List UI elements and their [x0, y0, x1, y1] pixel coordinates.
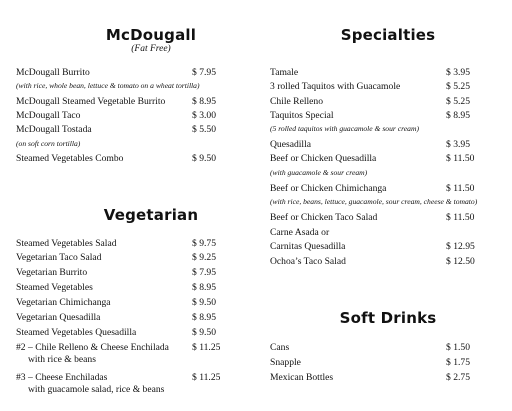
menu-item: Beef or Chicken Quesadilla: [270, 153, 377, 164]
soft-drinks-heading: Soft Drinks: [339, 309, 437, 327]
vegetarian-heading: Vegetarian: [103, 206, 199, 224]
menu-item-price: $ 8.95: [446, 110, 470, 121]
menu-item-price: $ 7.95: [192, 267, 216, 278]
menu-item: Vegetarian Taco Salad: [16, 252, 102, 263]
menu-item-price: $ 11.50: [446, 212, 475, 223]
menu-item: Tamale: [270, 67, 299, 78]
menu-item-note: (on soft corn tortilla): [16, 139, 81, 148]
menu-item: Taquitos Special: [270, 110, 334, 121]
menu-item-price: $ 9.75: [192, 238, 216, 249]
menu-item-price: $ 9.50: [192, 327, 216, 338]
menu-item: McDougall Taco: [16, 110, 81, 121]
menu-item: McDougall Tostada: [16, 124, 92, 135]
menu-item-price: $ 1.75: [446, 357, 470, 368]
menu-item: Steamed Vegetables Quesadilla: [16, 327, 137, 338]
menu-item-price: $ 11.50: [446, 153, 475, 164]
menu-item: Beef or Chicken Taco Salad: [270, 212, 378, 223]
menu-item-price: $ 12.95: [446, 241, 475, 252]
menu-item-price: $ 9.50: [192, 297, 216, 308]
menu-item-price: $ 5.50: [192, 124, 216, 135]
menu-item-note: (with guacamole & sour cream): [270, 168, 368, 177]
menu-item: Mexican Bottles: [270, 372, 334, 383]
menu-item: McDougall Burrito: [16, 67, 90, 78]
menu-item: Quesadilla: [270, 139, 312, 150]
menu-item-price: $ 5.25: [446, 81, 470, 92]
menu-item-price: $ 11.50: [446, 183, 475, 194]
menu-item-price: $ 3.95: [446, 139, 470, 150]
menu-item: 3 rolled Taquitos with Guacamole: [270, 81, 401, 92]
menu-item-price: $ 7.95: [192, 67, 216, 78]
menu-item-price: $ 1.50: [446, 342, 470, 353]
menu-item: Ochoa’s Taco Salad: [270, 256, 346, 267]
menu-item-price: $ 8.95: [192, 282, 216, 293]
menu-item: Cans: [270, 342, 290, 353]
menu-item: Vegetarian Burrito: [16, 267, 88, 278]
menu-item: Carne Asada or: [270, 227, 330, 238]
menu-item: McDougall Steamed Vegetable Burrito: [16, 96, 166, 107]
menu-item-price: $ 9.50: [192, 153, 216, 164]
mcdougall-heading: McDougall: [105, 26, 197, 44]
menu-item: Beef or Chicken Chimichanga: [270, 183, 387, 194]
menu-item-price: $ 5.25: [446, 96, 470, 107]
menu-item-note: (5 rolled taquitos with guacamole & sour cream): [270, 124, 419, 133]
menu-item: Vegetarian Quesadilla: [16, 312, 101, 323]
menu-item-note: (with rice, whole bean, lettuce & tomato on a wheat tortilla): [16, 81, 200, 90]
menu-item: Steamed Vegetables Combo: [16, 153, 124, 164]
menu-item-price: $ 2.75: [446, 372, 470, 383]
menu-item: #3 – Cheese Enchiladas: [16, 372, 108, 383]
specialties-heading: Specialties: [340, 26, 436, 44]
menu-item-price: $ 11.25: [192, 342, 221, 353]
menu-item: #2 – Chile Relleno & Cheese Enchilada: [16, 342, 169, 353]
menu-item: Steamed Vegetables Salad: [16, 238, 117, 249]
menu-item-price: $ 3.95: [446, 67, 470, 78]
menu-item: Chile Relleno: [270, 96, 324, 107]
menu-item-price: $ 9.25: [192, 252, 216, 263]
menu-item-price: $ 8.95: [192, 96, 216, 107]
menu-item-price: $ 12.50: [446, 256, 475, 267]
menu-item: Snapple: [270, 357, 301, 368]
menu-item-sub: with guacamole salad, rice & beans: [28, 384, 165, 395]
menu-item-note: (with rice, beans, lettuce, guacamole, sour cream, cheese & tomato): [270, 197, 478, 206]
menu-item-price: $ 11.25: [192, 372, 221, 383]
mcdougall-subtitle: (Fat Free): [131, 44, 171, 54]
menu-item: Vegetarian Chimichanga: [16, 297, 111, 308]
menu-item: Carnitas Quesadilla: [270, 241, 346, 252]
menu-item-price: $ 8.95: [192, 312, 216, 323]
menu-item: Steamed Vegetables: [16, 282, 93, 293]
menu-item-sub: with rice & beans: [28, 354, 96, 365]
menu-item-price: $ 3.00: [192, 110, 216, 121]
